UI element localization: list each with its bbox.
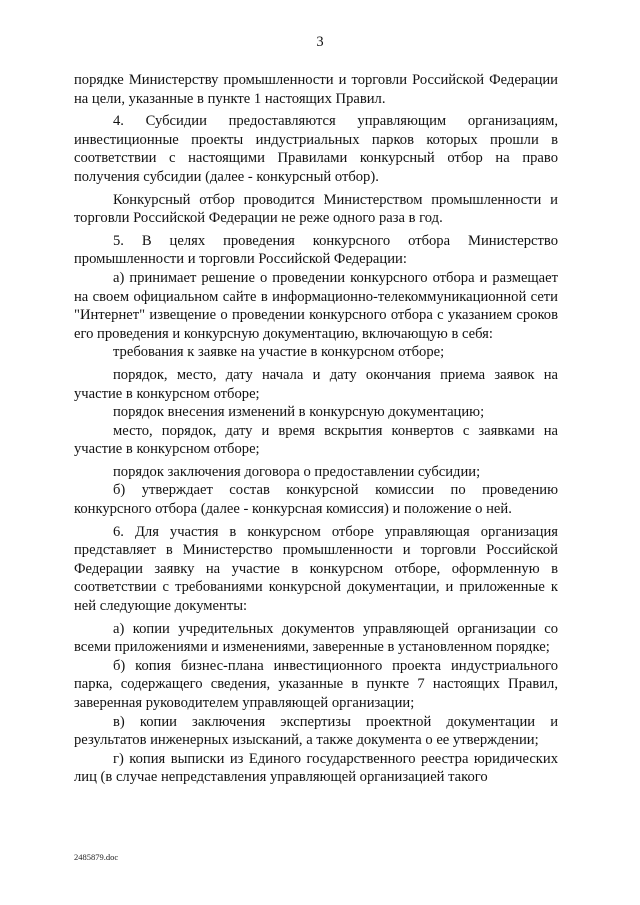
page-number: 3 xyxy=(316,34,324,50)
document-body xyxy=(74,71,558,787)
paragraph-requirements: требования к заявке на участие в конкурсном отборе; xyxy=(113,344,445,361)
paragraph-amendments: порядок внесения изменений в конкурсную документацию; xyxy=(113,404,485,421)
paragraph-selection-frequency: Конкурсный отбор проводится Министерством промышленности и торговли Российской Федерации не реже одного раза в год. xyxy=(74,191,558,227)
paragraph-opening: место, порядок, дату и время вскрытия конвертов с заявками на участие в конкурсном отборе; xyxy=(74,422,558,458)
paragraph-item-4: 4. Субсидии предоставляются управляющим организациям, инвестиционные проекты индустриальных парков которых прошли в соответствии с настоящими Правилами конкурсный отбор на право получения субсидии (далее - конкурсный отбор). xyxy=(74,113,558,185)
paragraph-item-6v: в) копии заключения экспертизы проектной документации и результатов инженерных изысканий, а также документа о ее утверждении; xyxy=(74,713,558,749)
paragraph-continuation: порядке Министерству промышленности и торговли Российской Федерации на цели, указанные в пункте 1 настоящих Правил. xyxy=(74,72,558,107)
paragraph-item-5a: а) принимает решение о проведении конкурсного отбора и размещает на своем официальном сайте в информационно-телекоммуникационной сети "Интернет" извещение о проведении конкурсного отбора с указанием сроков его проведения и конкурсную документацию, включающую в себя: xyxy=(74,269,558,342)
paragraph-item-5: 5. В целях проведения конкурсного отбора Министерство промышленности и торговли Российской Федерации: xyxy=(74,232,558,268)
paragraph-item-5b: б) утверждает состав конкурсной комиссии по проведению конкурсного отбора (далее - конкурсная комиссия) и положение о ней. xyxy=(74,482,558,518)
paragraph-item-6b: б) копия бизнес-плана инвестиционного проекта индустриального парка, содержащего сведения, указанные в пункте 7 настоящих Правил, заверенная руководителем управляющей организации; xyxy=(74,657,558,711)
paragraph-item-6: 6. Для участия в конкурсном отборе управляющая организация представляет в Министерство промышленности и торговли Российской Федерации заявку на участие в конкурсном отборе, оформленную в соответствии с требованиями конкурсной документации, и приложенные к ней следующие документы: xyxy=(74,523,558,615)
paragraph-item-6a: а) копии учредительных документов управляющей организации со всеми приложениями и изменениями, заверенные в установленном порядке; xyxy=(74,620,558,656)
paragraph-contract: порядок заключения договора о предоставлении субсидии; xyxy=(113,463,481,480)
paragraph-deadlines: порядок, место, дату начала и дату окончания приема заявок на участие в конкурсном отборе; xyxy=(74,366,558,402)
paragraph-item-6g: г) копия выписки из Единого государственного реестра юридических лиц (в случае непредставления управляющей организацией такого xyxy=(74,750,558,786)
document-file-code: 2485879.doc xyxy=(74,852,119,862)
